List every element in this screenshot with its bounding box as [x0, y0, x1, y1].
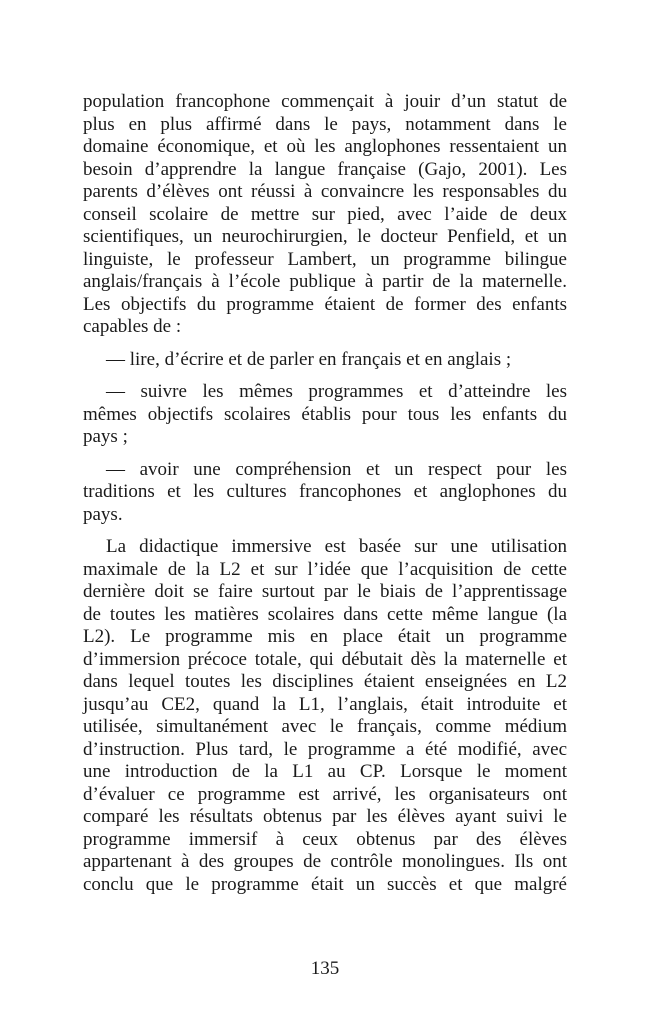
text-line: capables de :: [83, 316, 182, 337]
list-item-3: [83, 459, 567, 527]
text-line: une introduction de la L1 au CP. Lorsque le moment: [83, 761, 567, 782]
text-line: appartenant à des groupes de contrôle monolingues. Ils ont: [83, 851, 567, 872]
text-line: jusqu’au CE2, quand la L1, l’anglais, était introduite et: [83, 693, 567, 715]
text-line: La didactique immersive est basée sur une utilisation: [106, 536, 567, 557]
text-line: — lire, d’écrire et de parler en français et en anglais ;: [106, 348, 512, 370]
text-line: dans lequel toutes les disciplines étaient enseignées en L2: [83, 671, 567, 692]
text-line: population francophone commençait à jouir d’un statut de: [83, 91, 567, 112]
text-line: domaine économique, et où les anglophones ressentaient un: [83, 136, 567, 157]
text-line: pays ;: [83, 426, 128, 447]
page-number: 135: [310, 958, 340, 979]
text-line: parents d’élèves ont réussi à convaincre les responsables du: [83, 181, 567, 202]
text-line: linguiste, le professeur Lambert, un programme bilingue: [83, 248, 567, 270]
text-line: L2). Le programme mis en place était un programme: [83, 626, 567, 647]
text-line: Les objectifs du programme étaient de former des enfants: [83, 293, 567, 315]
text-line: dernière doit se faire surtout par le biais de l’apprentissage: [83, 581, 567, 602]
text-line: utilisée, simultanément avec le français, comme médium: [83, 716, 567, 737]
text-line: d’immersion précoce totale, qui débutait dès la maternelle et: [83, 648, 567, 670]
text-line: plus en plus affirmé dans le pays, notamment dans le: [83, 113, 567, 135]
text-line: conseil scolaire de mettre sur pied, avec l’aide de deux: [83, 203, 567, 225]
paragraph-immersion: [83, 536, 567, 896]
text-line: besoin d’apprendre la langue française (Gajo, 2001). Les: [83, 158, 567, 180]
paragraph-intro: [83, 91, 567, 339]
text-line: — suivre les mêmes programmes et d’atteindre les: [106, 381, 567, 402]
text-line: d’évaluer ce programme est arrivé, les organisateurs ont: [83, 783, 567, 805]
text-line: conclu que le programme était un succès et que malgré: [83, 873, 567, 895]
text-line: de toutes les matières scolaires dans cette même langue (la: [83, 603, 567, 625]
text-line: pays.: [83, 503, 123, 525]
text-line: d’instruction. Plus tard, le programme a été modifié, avec: [83, 738, 567, 760]
text-line: mêmes objectifs scolaires établis pour tous les enfants du: [83, 403, 567, 425]
text-line: — avoir une compréhension et un respect pour les: [106, 458, 567, 480]
list-item-1: [83, 349, 567, 372]
list-item-2: [83, 381, 567, 449]
text-line: anglais/français à l’école publique à partir de la maternelle.: [83, 271, 567, 292]
text-line: comparé les résultats obtenus par les élèves ayant suivi le: [83, 806, 567, 827]
body-text: [83, 91, 567, 896]
text-line: traditions et les cultures francophones et anglophones du: [83, 481, 567, 502]
text-line: scientifiques, un neurochirurgien, le docteur Penfield, et un: [83, 226, 567, 247]
text-line: programme immersif à ceux obtenus par des élèves: [83, 828, 567, 850]
text-line: maximale de la L2 et sur l’idée que l’acquisition de cette: [83, 558, 567, 580]
